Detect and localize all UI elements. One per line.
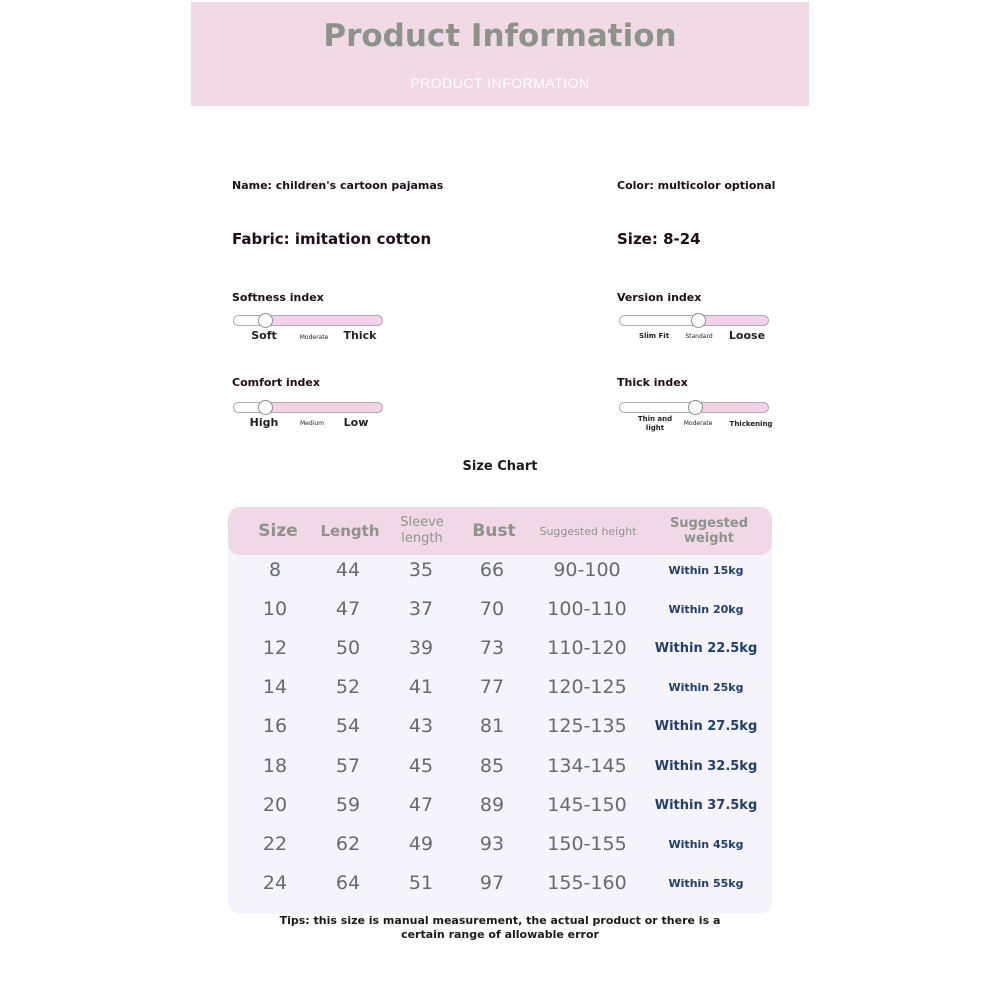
table-cell: 100-110 [547,598,627,621]
tips-line-2: certain range of allowable error [401,928,599,941]
softness-tick-soft: Soft [251,329,277,342]
table-cell: 110-120 [547,637,627,660]
table-cell: 47 [408,793,434,816]
table-cell: 66 [479,559,505,581]
product-size: Size: 8-24 [617,230,701,248]
table-cell: 134-145 [547,754,627,777]
table-cell: Within 25kg [668,681,744,695]
table-cell: Within 55kg [668,876,744,890]
header-size: Size [258,521,298,541]
tips-line-1: Tips: this size is manual measurement, the actual product or there is a [279,914,721,927]
table-cell: 90-100 [553,559,621,581]
comfort-tick-medium: Medium [300,420,324,427]
banner-title: Product Information [323,18,677,54]
version-tick-slim: Slim Fit [638,332,670,340]
comfort-index-label: Comfort index [232,376,320,389]
table-cell: 73 [479,637,505,660]
thick-index-knob [688,400,703,415]
table-cell: 57 [335,754,361,777]
softness-tick-moderate: Moderate [299,334,329,341]
comfort-index-track [233,402,383,413]
header-suggested-height: Suggested height [539,524,637,538]
thick-tick-thickening: Thickening [729,420,773,428]
softness-index-label: Softness index [232,291,324,304]
table-cell: 77 [479,676,505,699]
header-banner [191,2,809,106]
table-cell: 54 [335,715,361,738]
banner-subtitle: PRODUCT INFORMATION [410,75,590,91]
header-sleeve-length: Sleeve length [400,515,444,546]
table-cell: 47 [335,598,361,621]
table-cell: Within 20kg [668,603,744,617]
table-cell: 51 [408,871,434,894]
table-cell: 14 [262,676,288,699]
table-cell: 12 [262,637,288,660]
thick-tick-thin: Thin and light [637,415,673,432]
table-cell: 125-135 [547,715,627,738]
table-cell: 70 [479,598,505,621]
table-cell: 120-125 [547,676,627,699]
table-cell: 22 [262,832,288,855]
header-suggested-weight: Suggested weight [669,516,749,546]
table-cell: 35 [408,559,434,581]
version-index-knob [691,313,706,328]
table-cell: 45 [408,754,434,777]
comfort-index-knob [258,400,273,415]
tips-note [250,914,750,942]
header-bust: Bust [472,521,516,541]
table-cell: Within 45kg [668,837,744,851]
table-cell: 16 [262,715,288,738]
table-cell: Within 32.5kg [654,758,758,774]
table-cell: 10 [262,598,288,621]
table-cell: Within 37.5kg [654,797,758,813]
product-fabric: Fabric: imitation cotton [232,230,432,248]
table-cell: 145-150 [547,793,627,816]
comfort-tick-low: Low [343,416,369,429]
table-cell: 89 [479,793,505,816]
table-cell: 44 [335,559,361,581]
softness-index-knob [258,313,273,328]
table-cell: 81 [479,715,505,738]
table-cell: 41 [408,676,434,699]
size-chart-title: Size Chart [462,459,538,474]
table-cell: Within 15kg [668,564,744,577]
table-cell: 150-155 [547,832,627,855]
header-length: Length [320,522,380,540]
comfort-tick-high: High [249,416,279,429]
table-cell: 93 [479,832,505,855]
table-cell: 49 [408,832,434,855]
table-cell: 64 [335,871,361,894]
table-cell: 8 [268,559,282,581]
table-cell: 37 [408,598,434,621]
table-cell: 39 [408,637,434,660]
version-tick-loose: Loose [728,329,766,342]
table-cell: 52 [335,676,361,699]
table-cell: 50 [335,637,361,660]
table-cell: 24 [262,871,288,894]
thick-tick-moderate: Moderate [683,420,713,427]
version-tick-standard: Standard [685,333,713,340]
version-index-label: Version index [617,291,702,304]
table-cell: 62 [335,832,361,855]
product-color: Color: multicolor optional [617,179,776,192]
thick-index-label: Thick index [617,376,688,389]
softness-index-track [233,315,383,326]
table-cell: 43 [408,715,434,738]
table-cell: 20 [262,793,288,816]
table-cell: Within 22.5kg [654,641,758,657]
table-cell: 97 [479,871,505,894]
table-cell: 155-160 [547,871,627,894]
softness-tick-thick: Thick [343,329,377,342]
table-cell: 85 [479,754,505,777]
table-cell: 18 [262,754,288,777]
product-name: Name: children's cartoon pajamas [232,179,444,192]
table-cell: Within 27.5kg [654,719,758,735]
table-cell: 59 [335,793,361,816]
